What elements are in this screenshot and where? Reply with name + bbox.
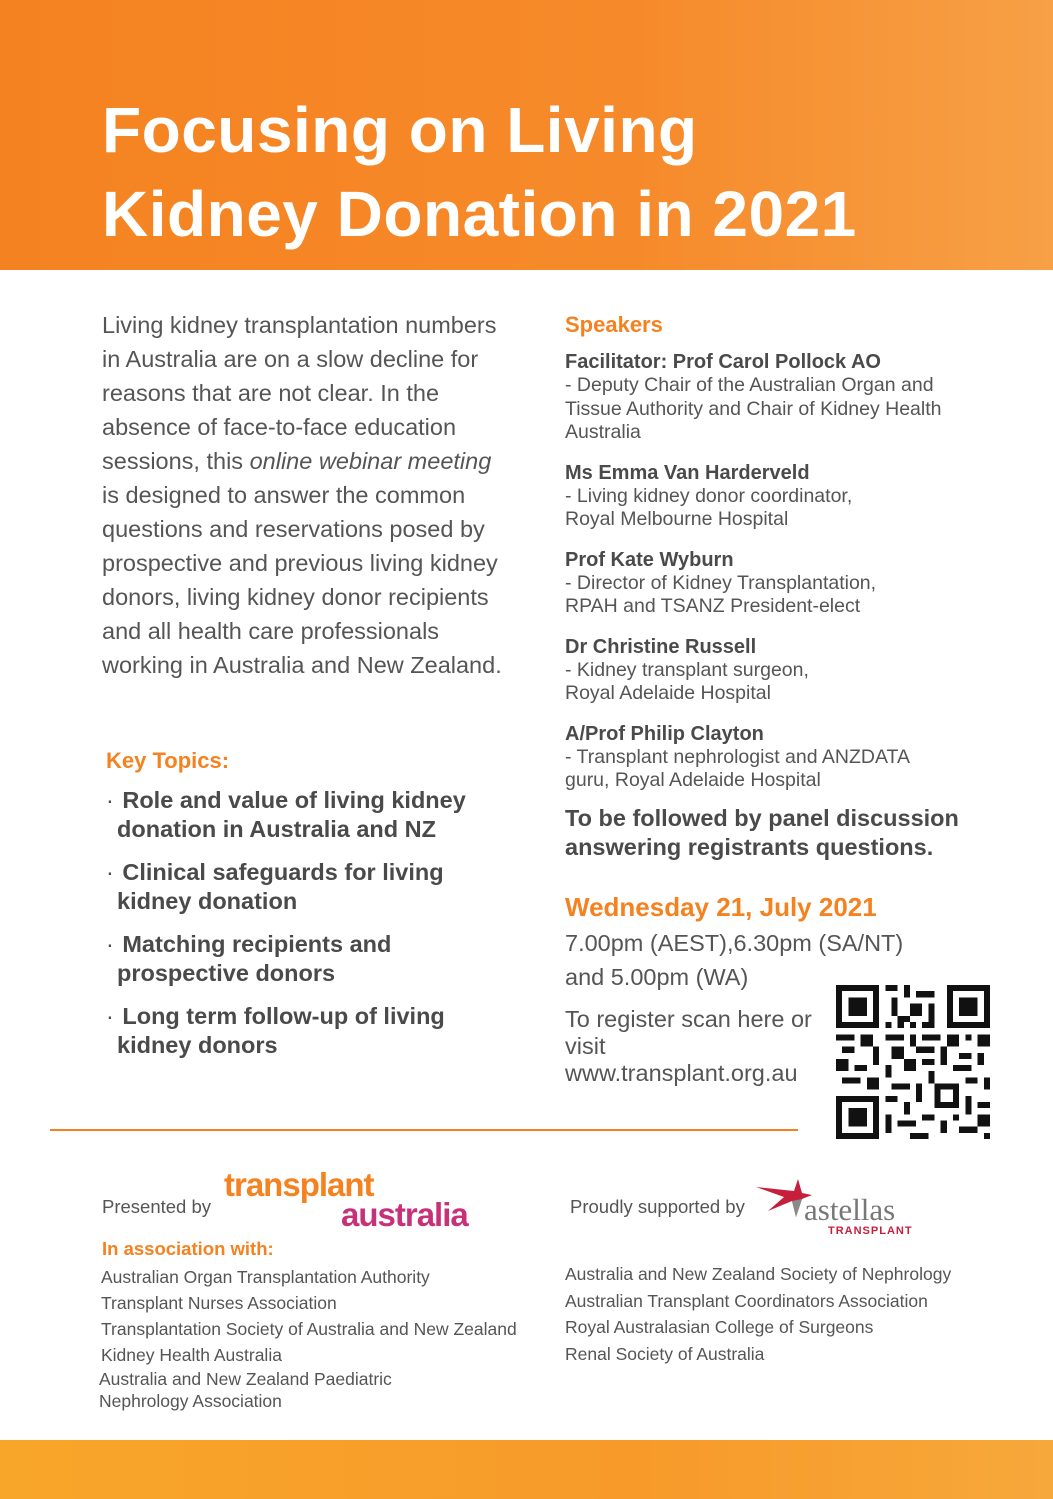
association-item: Australia and New Zealand Paediatric Nephrology Association — [99, 1369, 392, 1411]
bullet-icon: · — [106, 787, 114, 813]
register-instructions: To register scan here or visit www.transplant.org.au — [565, 1006, 812, 1086]
association-item: Australia and New Zealand Society of Nephrology — [565, 1264, 952, 1284]
intro-emphasis: online webinar meeting — [249, 448, 492, 474]
topic-text: Clinical safeguards for living kidney donation — [117, 859, 444, 914]
association-item: Australian Organ Transplantation Authority — [101, 1267, 430, 1287]
presented-by-label: Presented by — [102, 1196, 212, 1217]
speaker-role: - Living kidney donor coordinator, Royal Melbourne Hospital — [565, 484, 853, 530]
association-item: Renal Society of Australia — [565, 1343, 765, 1364]
bullet-icon: · — [106, 931, 114, 957]
intro-text-1: Living kidney transplantation numbers in Australia are on a slow decline for reasons that are not clear. In the absence of face-to-face education sessions, this — [102, 312, 497, 474]
association-list-left — [101, 1264, 541, 1412]
topic-text: Long term follow-up of living kidney donors — [117, 1003, 445, 1058]
association-item: Australian Transplant Coordinators Association — [565, 1290, 928, 1311]
event-date: Wednesday 21, July 2021 — [565, 892, 877, 922]
transplant-australia-logo[interactable] — [224, 1166, 468, 1233]
speakers-heading: Speakers — [565, 312, 663, 337]
bullet-icon: · — [106, 1003, 114, 1029]
title-line-1: Focusing on Living — [102, 94, 698, 166]
topic-item — [106, 786, 486, 843]
association-item: Kidney Health Australia — [101, 1345, 282, 1365]
association-item: Transplantation Society of Australia and New Zealand — [101, 1319, 517, 1339]
intro-text-2: is designed to answer the common questions and reservations posed by prospective and previous living kidney donors, living kidney donor recipients and all health care professionals working in Australia and New Zealand. — [102, 482, 502, 678]
association-list-right — [565, 1261, 1005, 1367]
speaker-name: A/Prof Philip Clayton — [565, 722, 764, 745]
speaker-entry — [565, 461, 995, 532]
speaker-entry — [565, 350, 995, 445]
intro-paragraph — [102, 308, 502, 682]
speaker-role: - Deputy Chair of the Australian Organ and Tissue Authority and Chair of Kidney Health Australia — [565, 374, 942, 443]
event-time: 7.00pm (AEST),6.30pm (SA/NT) and 5.00pm (WA) — [565, 930, 904, 990]
speaker-role: - Transplant nephrologist and ANZDATA guru, Royal Adelaide Hospital — [565, 745, 909, 791]
topic-item — [106, 930, 486, 987]
panel-discussion-note: To be followed by panel discussion answering registrants questions. — [565, 805, 959, 860]
association-item: Transplant Nurses Association — [101, 1293, 337, 1313]
topic-item — [106, 1002, 486, 1059]
speaker-name: Prof Kate Wyburn — [565, 548, 734, 571]
topic-item — [106, 858, 486, 915]
topic-text: Role and value of living kidney donation in Australia and NZ — [117, 787, 466, 842]
association-heading: In association with: — [102, 1238, 274, 1259]
speaker-role: - Kidney transplant surgeon, Royal Adelaide Hospital — [565, 658, 809, 704]
page-title — [102, 88, 857, 256]
speaker-entry — [565, 722, 995, 793]
astellas-logo-text: astellas — [804, 1192, 896, 1227]
key-topics-list — [106, 786, 486, 1074]
association-item: Royal Australasian College of Surgeons — [565, 1317, 874, 1337]
footer-banner — [0, 1440, 1053, 1499]
key-topics-heading: Key Topics: — [106, 748, 230, 773]
speaker-entry — [565, 635, 995, 706]
speakers-list — [565, 350, 995, 809]
topic-text: Matching recipients and prospective donors — [117, 931, 392, 986]
speaker-name: Dr Christine Russell — [565, 635, 757, 658]
title-line-2: Kidney Donation in 2021 — [102, 178, 857, 250]
logo-line-2: australia — [341, 1196, 468, 1233]
speaker-role: - Director of Kidney Transplantation, RPAH and TSANZ President-elect — [565, 571, 877, 617]
section-divider — [50, 1129, 798, 1131]
supported-by-label: Proudly supported by — [570, 1196, 745, 1217]
qr-code-icon[interactable] — [836, 985, 990, 1139]
logo-line-1: transplant — [224, 1166, 374, 1203]
bullet-icon: · — [106, 859, 114, 885]
speaker-name: Facilitator: Prof Carol Pollock AO — [565, 351, 881, 373]
speaker-entry — [565, 548, 995, 619]
speaker-name: Ms Emma Van Harderveld — [565, 461, 810, 484]
astellas-logo-subtext: TRANSPLANT — [828, 1225, 913, 1237]
